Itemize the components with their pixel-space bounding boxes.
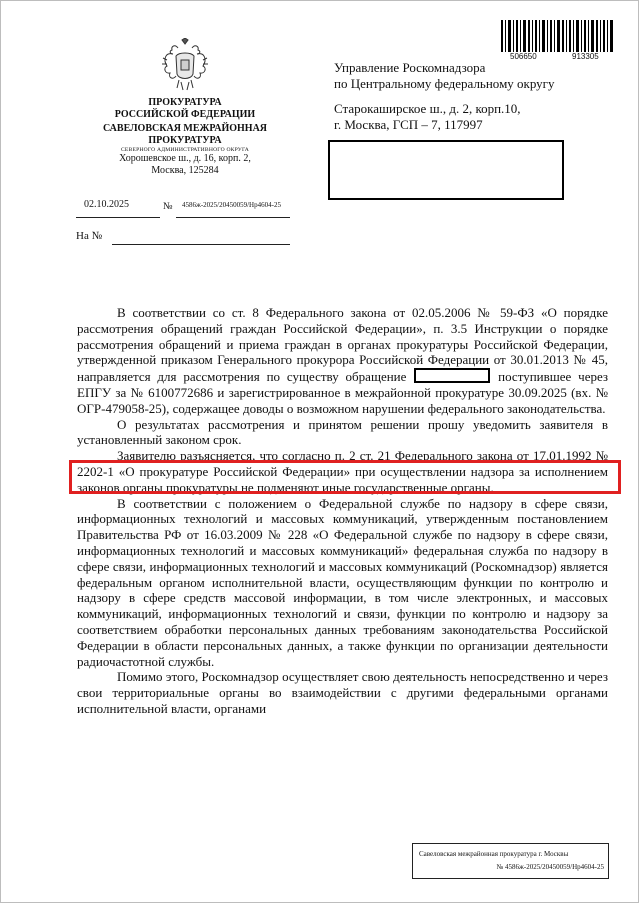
barcode-number-right: 913305 (572, 52, 599, 61)
stamp-office: Савеловская межрайонная прокуратура г. Москвы (419, 850, 569, 858)
document-number: 4586ж-2025/20450059/Нр4604-25 (182, 201, 281, 209)
registration-stamp (412, 843, 609, 879)
date-underline (76, 217, 160, 218)
sender-block (70, 97, 300, 176)
sender-address-line1: Хорошевское ш., д. 16, корп. 2, (119, 153, 251, 165)
redacted-name-box (414, 368, 490, 383)
paragraph-3: Заявителю разъясняется, что согласно п. 2 ст. 21 Федерального закона от 17.01.1992 № 2202-1 «О прокуратуре Российской Федерации» при осуществлении надзора за исполнением законов органы прокуратуры не подменяют иные государственные органы. (77, 448, 608, 495)
redacted-recipient-box (328, 140, 564, 200)
stamp-number: № 4586ж-2025/20450059/Нр4604-25 (496, 863, 604, 871)
recipient-line2: по Центральному федеральному округу (334, 75, 555, 91)
double-headed-eagle-emblem-icon (161, 38, 209, 94)
recipient-address-line2: г. Москва, ГСП – 7, 117997 (334, 116, 483, 132)
reference-underline (112, 244, 290, 245)
barcode-icon (501, 20, 613, 52)
org-name-line1: ПРОКУРАТУРА (148, 97, 222, 108)
recipient-line1: Управление Роскомнадзора (334, 60, 486, 75)
org-name-line2: РОССИЙСКОЙ ФЕДЕРАЦИИ (114, 108, 256, 120)
document-number-sign: № (163, 201, 173, 212)
document-date: 02.10.2025 (84, 199, 129, 210)
paragraph-5: Помимо этого, Роскомнадзор осуществляет свою деятельность непосредственно и через свои территориальные органы во взаимодействии с другими федеральными органами исполнительной власти, органами (77, 669, 608, 716)
paragraph-1-part-b: поступившее через ЕПГУ за № 6100772686 и зарегистрированное в межрайонной прокуратуре 30.09.2025 (вх. № ОГР-479058-25), содержащее доводы о возможном нарушении федерального законодательства. (77, 369, 609, 416)
paragraph-1-part-a: В соответствии со ст. 8 Федерального закона от 02.05.2006 № 59-ФЗ «О порядке рассмотрения обращений граждан Российской Федерации», п. 3.5 Инструкции о порядке рассмотрения обращений и приема граждан в органах прокуратуры Российской Федерации, утвержденной приказом Генерального прокурора Российской Федерации от 30.01.2013 № 45, направляется для рассмотрения по существу обращение (77, 305, 608, 385)
paragraph-2: О результатах рассмотрения и принятом решении прошу уведомить заявителя в установленный законом срок. (77, 416, 608, 448)
reference-label: На № (76, 230, 103, 242)
district-label: СЕВЕРНОГО АДМИНИСТРАТИВНОГО ОКРУГА (120, 147, 250, 153)
paragraph-1 (77, 305, 608, 417)
recipient-block (334, 60, 555, 132)
sender-address-line2: Москва, 125284 (151, 164, 219, 176)
number-underline (176, 217, 290, 218)
recipient-address-line1: Старокаширское ш., д. 2, корп.10, (334, 101, 521, 117)
office-line1: САВЕЛОВСКАЯ МЕЖРАЙОННАЯ (102, 123, 268, 134)
highlight-annotation (69, 460, 621, 494)
letter-body (77, 305, 608, 717)
office-line2: ПРОКУРАТУРА (148, 134, 222, 146)
paragraph-4: В соответствии с положением о Федеральной службе по надзору в сфере связи, информационных технологий и массовых коммуникаций, утвержденным постановлением Правительства РФ от 16.03.2009 № 228 «О Федеральной службе по надзору в сфере связи, информационных технологий и массовых коммуникаций» федеральная служба по надзору в сфере связи, информационных технологий и массовых коммуникаций (Роскомнадзор) является федеральным органом исполнительной власти, осуществляющим функции по контролю и надзору в сфере средств массовой информации, в том числе электронных, и массовых коммуникаций, информационных технологий и связи, функции по контролю и надзору за соответствием обработки персональных данных требованиям законодательства Российской Федерации в области персональных данных, а также функции по организации деятельности радиочастотной службы. (77, 495, 608, 669)
barcode-number-left: 506650 (510, 52, 537, 61)
